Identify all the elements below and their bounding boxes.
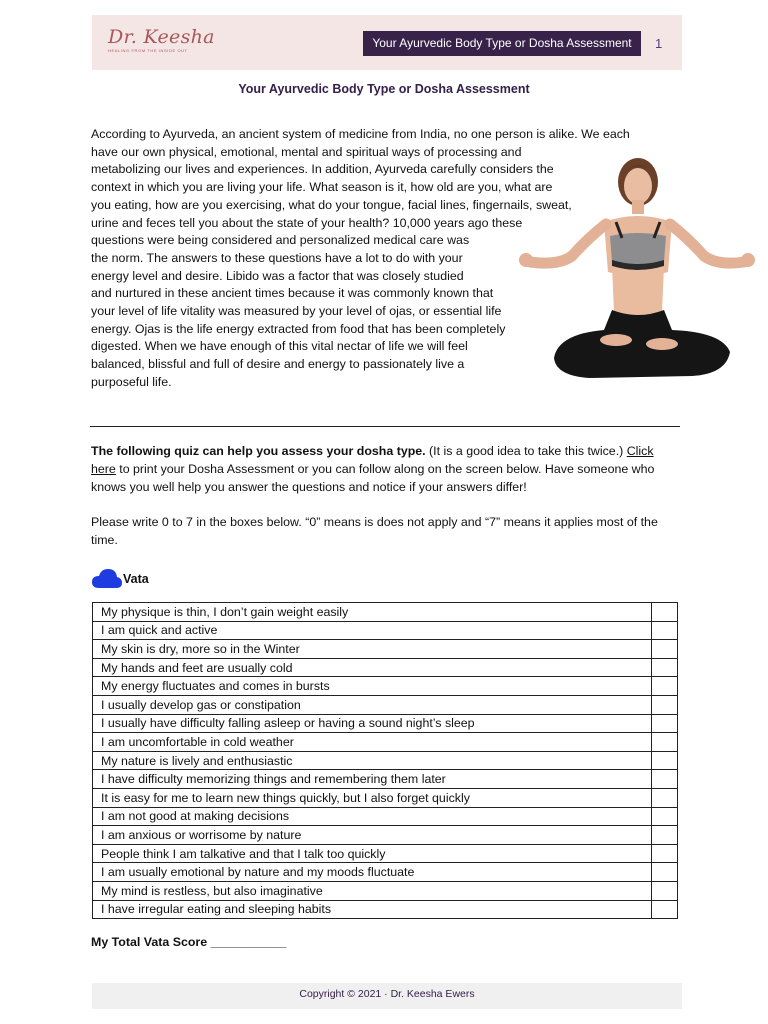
- intro-line: energy. Ojas is the life energy extracted from food that has been completely: [91, 321, 506, 336]
- intro-line: questions were being considered and personalized medical care was: [91, 233, 470, 248]
- score-box[interactable]: [652, 658, 678, 677]
- score-box[interactable]: [652, 603, 678, 622]
- vata-statement: I have difficulty memorizing things and remembering them later: [93, 770, 652, 789]
- yoga-woman-illustration: [512, 152, 760, 384]
- vata-statement: I am usually emotional by nature and my moods fluctuate: [93, 863, 652, 882]
- score-box[interactable]: [652, 881, 678, 900]
- vata-statement: I usually develop gas or constipation: [93, 695, 652, 714]
- vata-statement: It is easy for me to learn new things quickly, but I also forget quickly: [93, 788, 652, 807]
- vata-statement: My skin is dry, more so in the Winter: [93, 640, 652, 659]
- vata-statement: My energy fluctuates and comes in bursts: [93, 677, 652, 696]
- logo-tagline: HEALING FROM THE INSIDE OUT: [108, 48, 188, 53]
- table-row: [93, 658, 678, 677]
- intro-line: metabolizing our lives and experiences. In addition, Ayurveda carefully considers the: [91, 162, 554, 177]
- document-title: Your Ayurvedic Body Type or Dosha Assessment: [238, 82, 530, 96]
- table-row: [93, 807, 678, 826]
- vata-statement: I am quick and active: [93, 621, 652, 640]
- page-number: 1: [655, 36, 663, 51]
- intro-line: your level of life vitality was measured by your level of ojas, or essential life: [91, 304, 502, 319]
- brand-logo: [108, 27, 215, 53]
- vata-quiz-table: [92, 602, 678, 919]
- page-footer: Copyright © 2021 · Dr. Keesha Ewers: [92, 983, 682, 1009]
- vata-statement: I have irregular eating and sleeping habits: [93, 900, 652, 919]
- vata-statement: I am not good at making decisions: [93, 807, 652, 826]
- score-box[interactable]: [652, 863, 678, 882]
- intro-line: digested. When we have enough of this vital nectar of life we will feel: [91, 339, 468, 354]
- table-row: [93, 770, 678, 789]
- table-row: [93, 640, 678, 659]
- table-row: [93, 826, 678, 845]
- vata-statement: People think I am talkative and that I talk too quickly: [93, 844, 652, 863]
- table-row: [93, 863, 678, 882]
- table-row: [93, 603, 678, 622]
- vata-statement: My mind is restless, but also imaginative: [93, 881, 652, 900]
- intro-line: purposeful life.: [91, 374, 172, 389]
- table-row: [93, 881, 678, 900]
- table-row: [93, 714, 678, 733]
- quiz-intro: [91, 443, 681, 496]
- table-row: [93, 695, 678, 714]
- intro-line: energy level and desire. Libido was a factor that was closely studied: [91, 268, 464, 283]
- intro-line: have our own physical, emotional, mental and spiritual ways of processing and: [91, 144, 522, 159]
- header-title: Your Ayurvedic Body Type or Dosha Assessment: [363, 31, 641, 56]
- cloud-icon: [92, 568, 122, 590]
- section-divider: [90, 426, 680, 427]
- quiz-rest: to print your Dosha Assessment or you can follow along on the screen below. Have someone who knows you well help you answer the questions and notice if your answers differ!: [91, 461, 655, 494]
- quiz-instructions: Please write 0 to 7 in the boxes below. “0” means is does not apply and “7” means it applies most of the time.: [91, 515, 658, 547]
- table-row: [93, 677, 678, 696]
- table-row: [93, 788, 678, 807]
- vata-statement: I am anxious or worrisome by nature: [93, 826, 652, 845]
- intro-line: According to Ayurveda, an ancient system of medicine from India, no one person is alike. We each: [91, 127, 630, 141]
- table-row: [93, 844, 678, 863]
- vata-statement: I usually have difficulty falling asleep or having a sound night’s sleep: [93, 714, 652, 733]
- score-box[interactable]: [652, 751, 678, 770]
- score-box[interactable]: [652, 640, 678, 659]
- score-box[interactable]: [652, 807, 678, 826]
- intro-line: balanced, blissful and full of desire and energy to passionately live a: [91, 357, 465, 372]
- vata-total-score: My Total Vata Score ___________: [91, 935, 287, 949]
- score-box[interactable]: [652, 844, 678, 863]
- vata-statement: My physique is thin, I don’t gain weight easily: [93, 603, 652, 622]
- score-box[interactable]: [652, 714, 678, 733]
- intro-line: the norm. The answers to these questions have a lot to do with your: [91, 250, 463, 265]
- intro-line: context in which you are living your life. What season is it, how old are you, what are: [91, 180, 553, 195]
- score-box[interactable]: [652, 677, 678, 696]
- print-link[interactable]: Click here: [91, 444, 654, 476]
- intro-line: you eating, how are you exercising, what do your tongue, facial lines, fingernails, sweat,: [91, 197, 572, 212]
- score-box[interactable]: [652, 826, 678, 845]
- vata-statement: My hands and feet are usually cold: [93, 658, 652, 677]
- table-row: [93, 621, 678, 640]
- vata-statement: My nature is lively and enthusiastic: [93, 751, 652, 770]
- score-box[interactable]: [652, 770, 678, 789]
- quiz-lead: The following quiz can help you assess your dosha type.: [91, 444, 426, 458]
- score-box[interactable]: [652, 788, 678, 807]
- page-header: [92, 15, 682, 70]
- score-box[interactable]: [652, 621, 678, 640]
- score-box[interactable]: [652, 900, 678, 919]
- quiz-aside: (It is a good idea to take this twice.): [425, 444, 627, 458]
- score-box[interactable]: [652, 733, 678, 752]
- intro-line: and nurtured in these ancient times because it was commonly known that: [91, 286, 494, 301]
- table-row: [93, 900, 678, 919]
- logo-name: Dr. Keesha: [108, 26, 215, 48]
- table-row: [93, 733, 678, 752]
- section-label: Vata: [123, 572, 149, 586]
- vata-statement: I am uncomfortable in cold weather: [93, 733, 652, 752]
- intro-line: urine and feces tell you about the state of your health? 10,000 years ago these: [91, 215, 523, 230]
- vata-section-header: [92, 568, 149, 590]
- table-row: [93, 751, 678, 770]
- score-box[interactable]: [652, 695, 678, 714]
